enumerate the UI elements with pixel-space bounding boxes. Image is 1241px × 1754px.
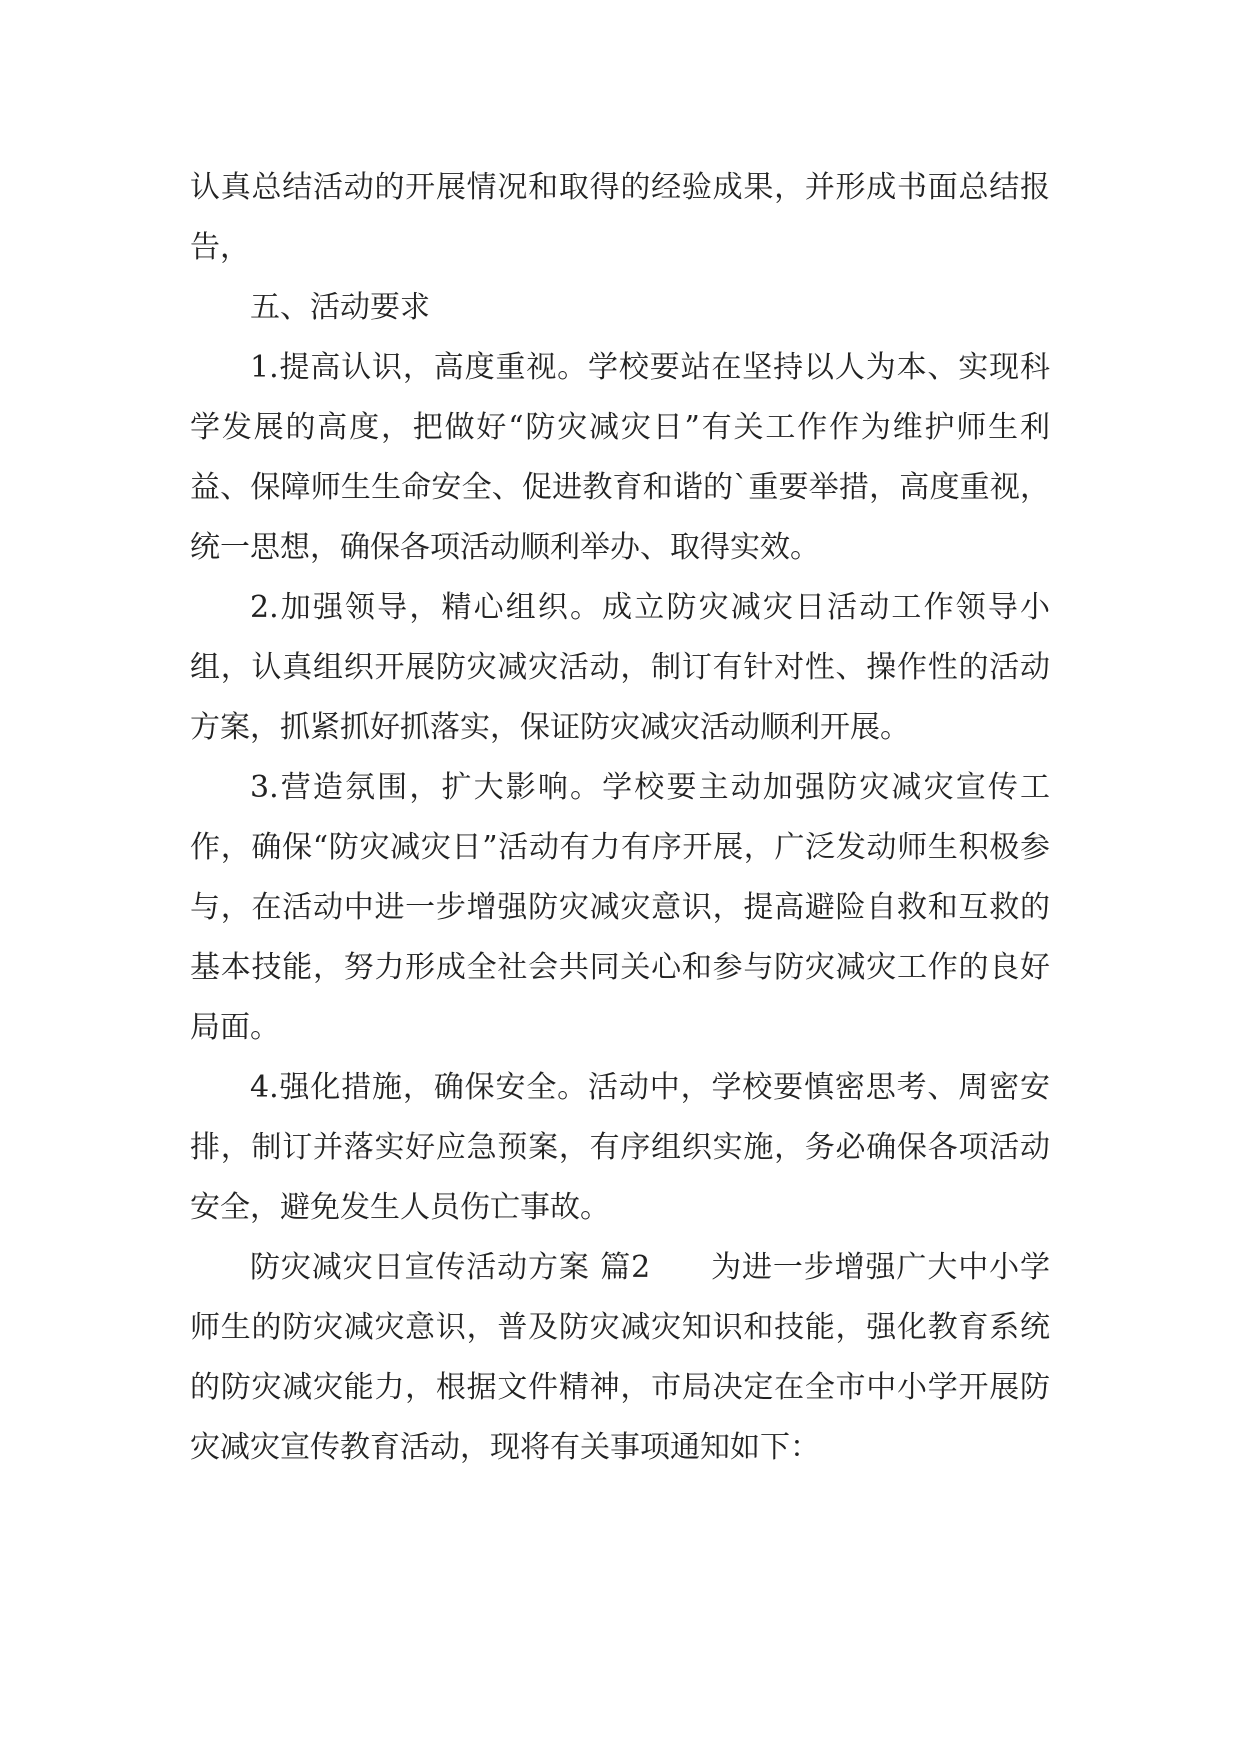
part2-body: 为进一步增强广大中小学师生的防灾减灾意识，普及防灾减灾知识和技能，强化教育系统的防灾减灾能力，根据文件精神，市局决定在全市中小学开展防灾减灾宣传教育活动，现将有关事项通知如下： (190, 1250, 1050, 1465)
document-body (190, 158, 1050, 1478)
requirement-2: 2.加强领导，精心组织。成立防灾减灾日活动工作领导小组，认真组织开展防灾减灾活动，制订有针对性、操作性的活动方案，抓紧抓好抓落实，保证防灾减灾活动顺利开展。 (190, 590, 1050, 745)
section-heading-activity-requirements: 五、活动要求 (250, 290, 430, 325)
requirement-4: 4.强化措施，确保安全。活动中，学校要慎密思考、周密安排，制订并落实好应急预案，有序组织实施，务必确保各项活动安全，避免发生人员伤亡事故。 (190, 1070, 1050, 1225)
part2-title: 防灾减灾日宣传活动方案 篇2 (250, 1250, 651, 1285)
paragraph-summary-report: 认真总结活动的开展情况和取得的经验成果，并形成书面总结报告， (190, 170, 1050, 265)
part2-paragraph (190, 1238, 1050, 1478)
requirement-1: 1.提高认识，高度重视。学校要站在坚持以人为本、实现科学发展的高度，把做好“防灾减灾日”有关工作作为维护师生利益、保障师生生命安全、促进教育和谐的`重要举措，高度重视，统一思想，确保各项活动顺利举办、取得实效。 (190, 350, 1050, 565)
requirement-3: 3.营造氛围，扩大影响。学校要主动加强防灾减灾宣传工作，确保“防灾减灾日”活动有力有序开展，广泛发动师生积极参与，在活动中进一步增强防灾减灾意识，提高避险自救和互救的基本技能，努力形成全社会共同关心和参与防灾减灾工作的良好局面。 (190, 770, 1050, 1045)
